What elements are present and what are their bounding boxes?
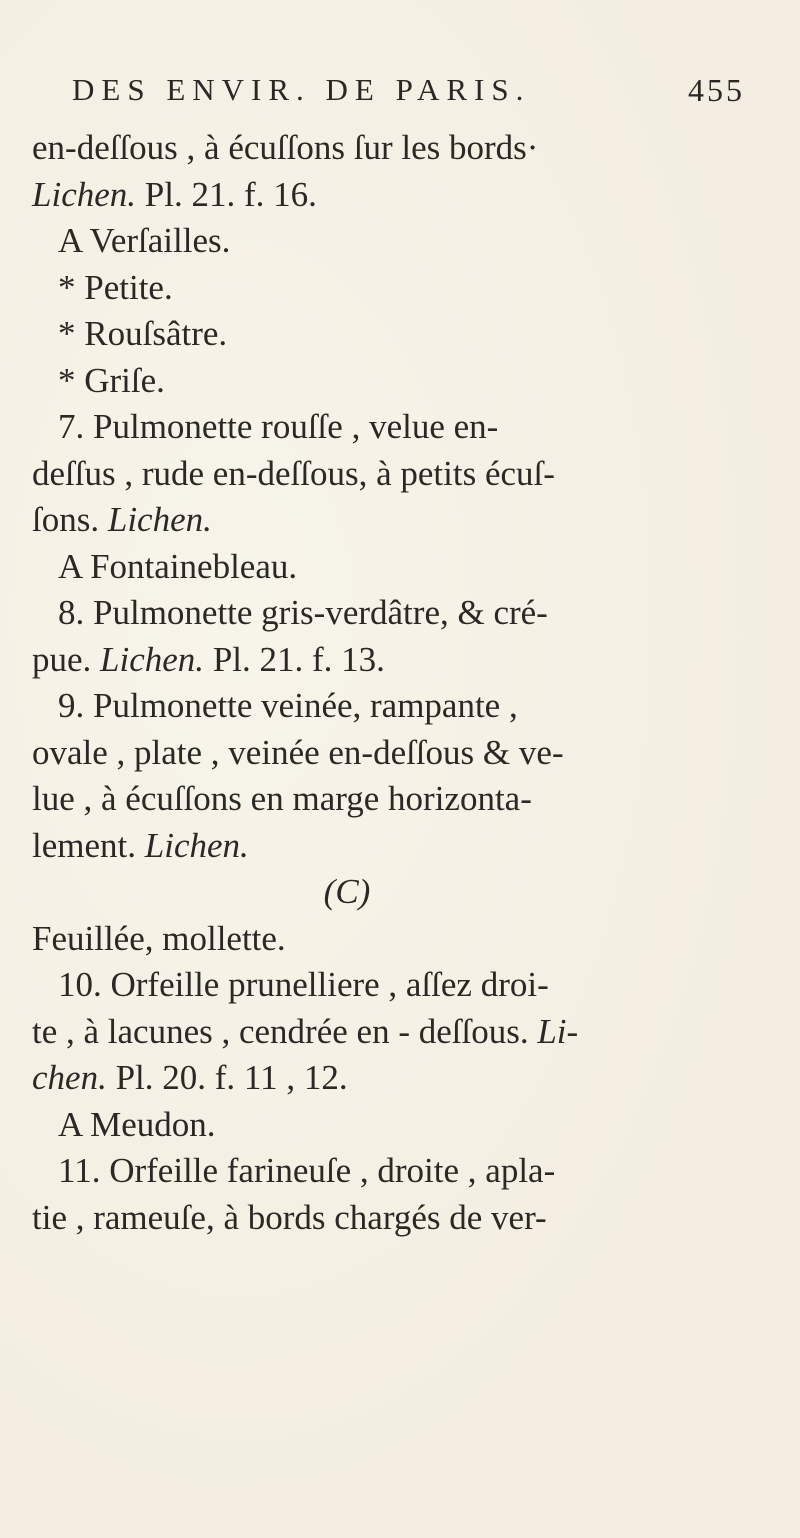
- text-line: chen. Pl. 20. f. 11 , 12.: [32, 1058, 348, 1097]
- text-line: ſons. Lichen.: [32, 500, 212, 539]
- text-line: 7. Pulmonette rouſſe , velue en-: [58, 407, 499, 446]
- page-number: 455: [688, 72, 745, 108]
- text-line: A Verſailles.: [58, 221, 231, 260]
- text-line: Feuillée, mollette.: [32, 918, 286, 958]
- text-line: * Rouſsâtre.: [58, 314, 228, 353]
- running-head: DES ENVIR. DE PARIS.: [72, 72, 531, 107]
- text-line: lue , à écuſſons en marge horizonta-: [32, 779, 532, 818]
- text-line: A Fontainebleau.: [58, 546, 298, 586]
- text-line: ovale , plate , veinée en-deſſous & ve-: [32, 732, 564, 772]
- text-line: 9. Pulmonette veinée, rampante ,: [58, 686, 518, 725]
- text-line: 8. Pulmonette gris-verdâtre, & cré-: [58, 593, 548, 632]
- text-line: Lichen. Pl. 21. f. 16.: [32, 174, 317, 214]
- text-line: 11. Orfeille farineuſe , droite , apla-: [58, 1151, 556, 1190]
- text-line: * Griſe.: [58, 360, 165, 400]
- text-line: deſſus , rude en-deſſous, à petits écuſ-: [32, 453, 555, 493]
- text-line: en-deſſous , à écuſſons ſur les bords·: [32, 128, 539, 167]
- page-header: [70, 72, 750, 116]
- text-line: 10. Orfeille prunelliere , aſſez droi-: [58, 965, 549, 1004]
- body-text: [32, 125, 772, 1241]
- section-heading: (C): [323, 872, 371, 911]
- text-line: tie , rameuſe, à bords chargés de ver-: [32, 1197, 547, 1237]
- text-line: * Petite.: [58, 267, 173, 307]
- text-line: te , à lacunes , cendrée en - deſſous. Li-: [32, 1011, 579, 1051]
- text-line: lement. Lichen.: [32, 825, 249, 865]
- text-line: pue. Lichen. Pl. 21. f. 13.: [32, 639, 385, 679]
- text-line: A Meudon.: [58, 1104, 216, 1144]
